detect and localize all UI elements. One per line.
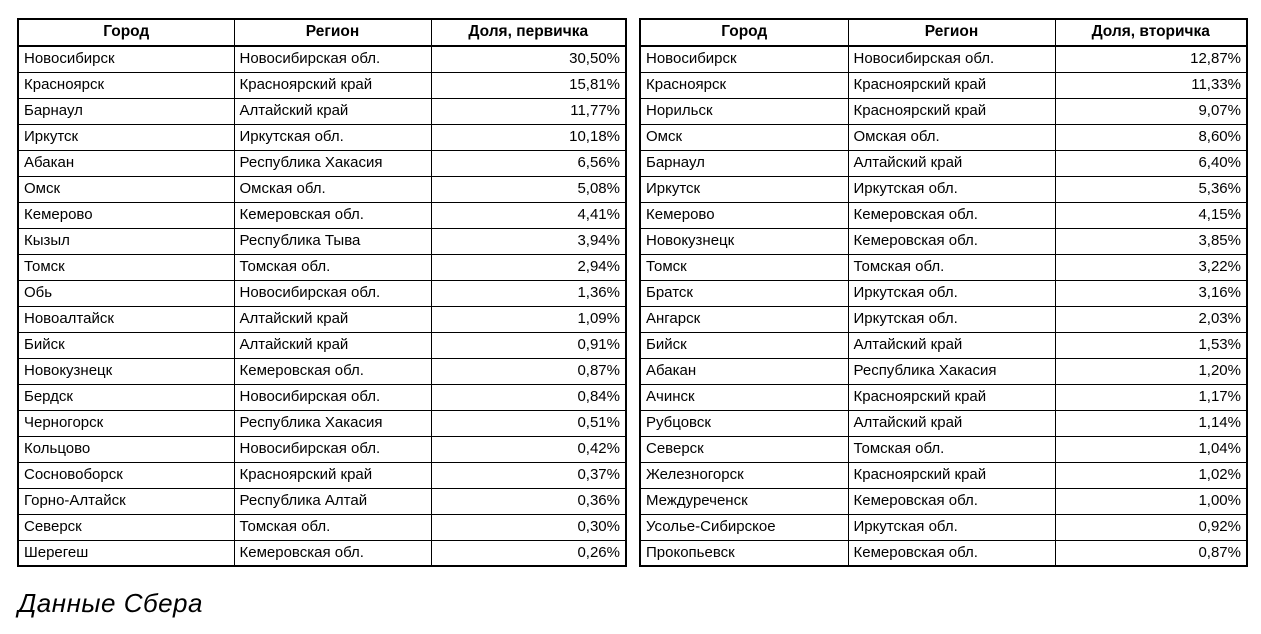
region-cell: Новосибирская обл.	[234, 384, 431, 410]
region-cell: Томская обл.	[848, 254, 1055, 280]
region-cell: Кемеровская обл.	[848, 202, 1055, 228]
city-cell: Бердск	[18, 384, 234, 410]
region-cell: Алтайский край	[234, 332, 431, 358]
region-cell: Кемеровская обл.	[848, 488, 1055, 514]
city-cell: Междуреченск	[640, 488, 848, 514]
table-row	[18, 98, 626, 124]
region-cell: Красноярский край	[234, 72, 431, 98]
share-cell: 6,56%	[431, 150, 626, 176]
city-cell: Сосновоборск	[18, 462, 234, 488]
share-cell: 5,36%	[1055, 176, 1247, 202]
share-cell: 2,03%	[1055, 306, 1247, 332]
city-cell: Омск	[18, 176, 234, 202]
table-row	[18, 514, 626, 540]
city-cell: Ачинск	[640, 384, 848, 410]
header-row	[640, 19, 1247, 46]
column-header-region: Регион	[234, 19, 431, 46]
city-cell: Черногорск	[18, 410, 234, 436]
city-cell: Иркутск	[18, 124, 234, 150]
share-cell: 1,04%	[1055, 436, 1247, 462]
region-cell: Новосибирская обл.	[848, 46, 1055, 72]
city-cell: Барнаул	[640, 150, 848, 176]
share-cell: 3,16%	[1055, 280, 1247, 306]
table-row	[18, 202, 626, 228]
share-cell: 4,15%	[1055, 202, 1247, 228]
secondary-table-header	[640, 19, 1247, 46]
share-cell: 1,36%	[431, 280, 626, 306]
city-cell: Красноярск	[18, 72, 234, 98]
table-row	[640, 98, 1247, 124]
city-cell: Братск	[640, 280, 848, 306]
table-row	[640, 150, 1247, 176]
table-row	[18, 540, 626, 566]
city-cell: Усолье-Сибирское	[640, 514, 848, 540]
table-row	[18, 124, 626, 150]
region-cell: Республика Алтай	[234, 488, 431, 514]
table-row	[640, 358, 1247, 384]
table-row	[640, 436, 1247, 462]
region-cell: Иркутская обл.	[848, 514, 1055, 540]
city-cell: Норильск	[640, 98, 848, 124]
region-cell: Томская обл.	[234, 514, 431, 540]
share-cell: 12,87%	[1055, 46, 1247, 72]
region-cell: Алтайский край	[848, 332, 1055, 358]
primary-table-header	[18, 19, 626, 46]
share-cell: 11,33%	[1055, 72, 1247, 98]
primary-table-body	[18, 46, 626, 566]
table-row	[640, 124, 1247, 150]
city-cell: Новоалтайск	[18, 306, 234, 332]
table-row	[640, 306, 1247, 332]
city-cell: Томск	[640, 254, 848, 280]
region-cell: Омская обл.	[848, 124, 1055, 150]
table-row	[18, 358, 626, 384]
city-cell: Северск	[18, 514, 234, 540]
share-cell: 4,41%	[431, 202, 626, 228]
city-cell: Кемерово	[18, 202, 234, 228]
share-cell: 1,00%	[1055, 488, 1247, 514]
share-cell: 0,30%	[431, 514, 626, 540]
table-row	[640, 332, 1247, 358]
data-source-note: Данные Сбера	[18, 588, 203, 618]
city-cell: Новокузнецк	[18, 358, 234, 384]
share-cell: 1,17%	[1055, 384, 1247, 410]
region-cell: Алтайский край	[234, 98, 431, 124]
city-cell: Рубцовск	[640, 410, 848, 436]
primary-share-table	[17, 18, 627, 567]
table-row	[18, 280, 626, 306]
city-cell: Обь	[18, 280, 234, 306]
table-row	[640, 514, 1247, 540]
share-cell: 5,08%	[431, 176, 626, 202]
table-row	[640, 410, 1247, 436]
region-cell: Алтайский край	[848, 410, 1055, 436]
table-row	[640, 384, 1247, 410]
table-row	[640, 462, 1247, 488]
share-cell: 6,40%	[1055, 150, 1247, 176]
share-cell: 0,92%	[1055, 514, 1247, 540]
share-cell: 3,85%	[1055, 228, 1247, 254]
column-header-city: Город	[640, 19, 848, 46]
column-header-region: Регион	[848, 19, 1055, 46]
region-cell: Красноярский край	[848, 98, 1055, 124]
region-cell: Новосибирская обл.	[234, 280, 431, 306]
share-cell: 1,09%	[431, 306, 626, 332]
share-cell: 0,51%	[431, 410, 626, 436]
city-cell: Абакан	[18, 150, 234, 176]
share-cell: 11,77%	[431, 98, 626, 124]
share-cell: 3,22%	[1055, 254, 1247, 280]
share-cell: 10,18%	[431, 124, 626, 150]
share-cell: 15,81%	[431, 72, 626, 98]
share-cell: 1,20%	[1055, 358, 1247, 384]
city-cell: Горно-Алтайск	[18, 488, 234, 514]
share-cell: 2,94%	[431, 254, 626, 280]
table-row	[640, 202, 1247, 228]
share-cell: 3,94%	[431, 228, 626, 254]
table-row	[640, 228, 1247, 254]
share-cell: 0,37%	[431, 462, 626, 488]
region-cell: Иркутская обл.	[234, 124, 431, 150]
table-row	[18, 150, 626, 176]
table-row	[18, 254, 626, 280]
share-cell: 0,26%	[431, 540, 626, 566]
table-row	[640, 176, 1247, 202]
region-cell: Новосибирская обл.	[234, 46, 431, 72]
region-cell: Красноярский край	[848, 462, 1055, 488]
city-cell: Красноярск	[640, 72, 848, 98]
column-header-share-primary: Доля, первичка	[431, 19, 626, 46]
share-cell: 9,07%	[1055, 98, 1247, 124]
city-cell: Омск	[640, 124, 848, 150]
share-cell: 0,87%	[1055, 540, 1247, 566]
table-row	[640, 72, 1247, 98]
region-cell: Республика Тыва	[234, 228, 431, 254]
region-cell: Омская обл.	[234, 176, 431, 202]
city-cell: Новосибирск	[18, 46, 234, 72]
city-cell: Ангарск	[640, 306, 848, 332]
secondary-share-table	[639, 18, 1248, 567]
region-cell: Кемеровская обл.	[234, 202, 431, 228]
table-row	[18, 306, 626, 332]
city-cell: Шерегеш	[18, 540, 234, 566]
region-cell: Иркутская обл.	[848, 306, 1055, 332]
share-cell: 1,02%	[1055, 462, 1247, 488]
table-row	[18, 46, 626, 72]
region-cell: Красноярский край	[234, 462, 431, 488]
region-cell: Кемеровская обл.	[848, 540, 1055, 566]
region-cell: Алтайский край	[234, 306, 431, 332]
city-cell: Новосибирск	[640, 46, 848, 72]
city-cell: Барнаул	[18, 98, 234, 124]
city-cell: Кольцово	[18, 436, 234, 462]
region-cell: Красноярский край	[848, 384, 1055, 410]
table-row	[18, 72, 626, 98]
column-header-city: Город	[18, 19, 234, 46]
region-cell: Республика Хакасия	[234, 410, 431, 436]
table-row	[640, 280, 1247, 306]
share-cell: 1,14%	[1055, 410, 1247, 436]
tables-container	[17, 18, 1248, 567]
share-cell: 0,36%	[431, 488, 626, 514]
header-row	[18, 19, 626, 46]
table-row	[18, 410, 626, 436]
city-cell: Томск	[18, 254, 234, 280]
region-cell: Кемеровская обл.	[848, 228, 1055, 254]
city-cell: Кемерово	[640, 202, 848, 228]
table-row	[18, 462, 626, 488]
city-cell: Кызыл	[18, 228, 234, 254]
table-row	[18, 332, 626, 358]
region-cell: Алтайский край	[848, 150, 1055, 176]
region-cell: Красноярский край	[848, 72, 1055, 98]
region-cell: Новосибирская обл.	[234, 436, 431, 462]
region-cell: Томская обл.	[848, 436, 1055, 462]
share-cell: 0,42%	[431, 436, 626, 462]
table-row	[18, 176, 626, 202]
city-cell: Абакан	[640, 358, 848, 384]
table-row	[640, 540, 1247, 566]
city-cell: Прокопьевск	[640, 540, 848, 566]
region-cell: Кемеровская обл.	[234, 540, 431, 566]
table-row	[640, 254, 1247, 280]
city-cell: Бийск	[640, 332, 848, 358]
share-cell: 0,84%	[431, 384, 626, 410]
city-cell: Железногорск	[640, 462, 848, 488]
region-cell: Томская обл.	[234, 254, 431, 280]
region-cell: Республика Хакасия	[234, 150, 431, 176]
share-cell: 8,60%	[1055, 124, 1247, 150]
table-row	[640, 46, 1247, 72]
table-row	[18, 384, 626, 410]
share-cell: 0,91%	[431, 332, 626, 358]
region-cell: Иркутская обл.	[848, 280, 1055, 306]
share-cell: 30,50%	[431, 46, 626, 72]
column-header-share-secondary: Доля, вторичка	[1055, 19, 1247, 46]
share-cell: 1,53%	[1055, 332, 1247, 358]
city-cell: Иркутск	[640, 176, 848, 202]
region-cell: Кемеровская обл.	[234, 358, 431, 384]
table-row	[18, 228, 626, 254]
city-cell: Северск	[640, 436, 848, 462]
table-row	[18, 488, 626, 514]
region-cell: Иркутская обл.	[848, 176, 1055, 202]
secondary-table-body	[640, 46, 1247, 566]
city-cell: Новокузнецк	[640, 228, 848, 254]
table-row	[18, 436, 626, 462]
share-cell: 0,87%	[431, 358, 626, 384]
region-cell: Республика Хакасия	[848, 358, 1055, 384]
city-cell: Бийск	[18, 332, 234, 358]
table-row	[640, 488, 1247, 514]
